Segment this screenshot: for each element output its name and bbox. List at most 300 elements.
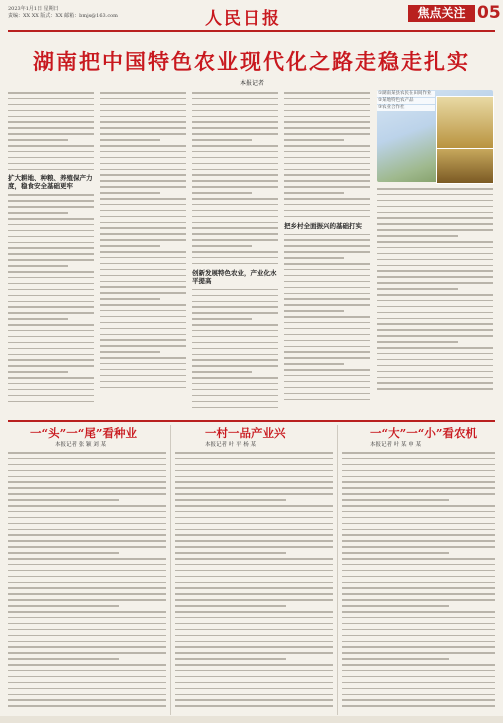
text-line: [175, 576, 333, 578]
text-line: [377, 329, 493, 331]
text-line: [175, 641, 333, 643]
text-line: [8, 611, 166, 613]
text-line: [377, 300, 493, 302]
text-line: [8, 593, 166, 595]
text-line: [377, 282, 493, 284]
text-line: [342, 464, 495, 466]
text-line: [377, 200, 493, 202]
text-line: [8, 493, 166, 495]
text-line: [342, 452, 495, 454]
text-line: [100, 387, 186, 389]
text-line: [8, 682, 166, 684]
text-line: [192, 336, 278, 338]
text-line: [100, 210, 186, 212]
text-line: [377, 335, 493, 337]
masthead-logo: 人民日报: [205, 9, 281, 29]
text-line: [284, 322, 370, 324]
text-line: [192, 318, 252, 320]
text-line: [192, 324, 278, 326]
text-line: [100, 157, 186, 159]
text-line: [284, 186, 370, 188]
text-line: [192, 289, 278, 291]
photo-caption: ①湖南某县农民在田间作业: [377, 91, 435, 97]
text-line: [192, 377, 278, 379]
main-headline: 湖南把中国特色农业现代化之路走稳走扎实: [33, 49, 470, 74]
story-author-village: 本报记者 叶 平 杨 某: [205, 442, 256, 448]
text-line: [284, 387, 370, 389]
text-line: [8, 336, 94, 338]
text-line: [377, 312, 493, 314]
text-line: [377, 223, 493, 225]
text-line: [100, 328, 186, 330]
text-line: [342, 523, 495, 525]
text-line: [284, 399, 370, 401]
text-line: [342, 529, 495, 531]
text-line: [377, 388, 493, 390]
photo-caption: ③农业合作社: [377, 105, 435, 111]
text-line: [377, 235, 458, 237]
text-line: [8, 458, 166, 460]
text-line: [8, 705, 166, 707]
text-line: [377, 365, 493, 367]
text-line: [100, 186, 186, 188]
text-line: [8, 629, 166, 631]
text-line: [342, 493, 495, 495]
text-line: [342, 540, 495, 542]
text-line: [8, 365, 94, 367]
text-line: [284, 269, 370, 271]
text-line: [342, 635, 495, 637]
text-line: [8, 169, 94, 171]
text-line: [8, 517, 166, 519]
text-line: [377, 359, 493, 361]
text-line: [8, 295, 94, 297]
text-line: [377, 377, 493, 379]
text-line: [8, 92, 94, 94]
text-line: [175, 593, 333, 595]
text-line: [377, 276, 493, 278]
text-line: [284, 375, 370, 377]
text-line: [342, 458, 495, 460]
text-line: [377, 371, 493, 373]
text-line: [175, 517, 333, 519]
text-line: [8, 133, 94, 135]
article-column-1: [8, 92, 94, 407]
text-line: [377, 188, 493, 190]
text-line: [192, 263, 278, 265]
text-line: [100, 192, 160, 194]
text-line: [192, 104, 278, 106]
text-line: [100, 110, 186, 112]
text-line: [377, 318, 493, 320]
text-line: [284, 145, 370, 147]
text-line: [342, 599, 495, 601]
text-line: [175, 664, 333, 666]
text-line: [284, 98, 370, 100]
text-line: [377, 241, 493, 243]
text-line: [175, 688, 333, 690]
text-line: [342, 664, 495, 666]
text-line: [342, 564, 495, 566]
text-line: [284, 110, 370, 112]
text-line: [8, 570, 166, 572]
issue-meta: [8, 6, 118, 20]
section-divider: [8, 420, 495, 422]
text-line: [100, 357, 186, 359]
text-line: [8, 587, 166, 589]
text-line: [175, 670, 333, 672]
article-column-3: [192, 92, 278, 412]
text-line: [100, 275, 186, 277]
text-line: [284, 139, 344, 141]
text-line: [8, 139, 68, 141]
text-line: [284, 263, 370, 265]
text-line: [284, 169, 370, 171]
text-line: [100, 104, 186, 106]
text-line: [284, 393, 370, 395]
text-line: [175, 540, 333, 542]
text-line: [8, 511, 166, 513]
text-line: [8, 318, 68, 320]
text-line: [175, 529, 333, 531]
text-line: [342, 558, 495, 560]
text-line: [100, 121, 186, 123]
text-line: [175, 629, 333, 631]
text-line: [175, 505, 333, 507]
text-line: [8, 242, 94, 244]
text-line: [284, 275, 370, 277]
text-line: [377, 265, 493, 267]
text-line: [192, 216, 278, 218]
text-line: [342, 652, 495, 654]
text-line: [377, 229, 493, 231]
text-line: [284, 192, 344, 194]
text-line: [342, 676, 495, 678]
text-line: [8, 151, 94, 153]
text-line: [100, 310, 186, 312]
text-line: [8, 259, 94, 261]
text-line: [284, 369, 370, 371]
text-line: [192, 239, 278, 241]
text-line: [100, 363, 186, 365]
text-line: [8, 558, 166, 560]
text-line: [284, 293, 370, 295]
text-line: [175, 552, 286, 554]
text-line: [342, 534, 495, 536]
text-line: [8, 529, 166, 531]
text-line: [8, 324, 94, 326]
text-line: [8, 194, 94, 196]
text-line: [377, 341, 458, 343]
text-line: [284, 245, 370, 247]
text-line: [192, 233, 278, 235]
text-line: [100, 281, 186, 283]
text-line: [100, 351, 160, 353]
date-line: 2023年1月1日 星期日: [8, 6, 59, 12]
text-line: [192, 163, 278, 165]
text-line: [284, 92, 370, 94]
text-line: [8, 605, 119, 607]
text-line: [192, 198, 278, 200]
text-line: [342, 570, 495, 572]
text-line: [377, 194, 493, 196]
text-line: [192, 169, 278, 171]
text-line: [175, 699, 333, 701]
text-line: [175, 464, 333, 466]
text-line: [100, 345, 186, 347]
text-line: [100, 204, 186, 206]
text-line: [100, 98, 186, 100]
text-line: [284, 351, 370, 353]
story-body-seed: [8, 452, 166, 711]
story-body-machinery: [342, 452, 495, 711]
text-line: [100, 298, 160, 300]
text-line: [8, 505, 166, 507]
text-line: [284, 163, 370, 165]
text-line: [377, 247, 493, 249]
text-line: [8, 145, 94, 147]
text-line: [8, 289, 94, 291]
text-line: [8, 658, 119, 660]
text-line: [377, 259, 493, 261]
text-line: [175, 617, 333, 619]
text-line: [8, 552, 119, 554]
text-line: [175, 481, 333, 483]
text-line: [100, 163, 186, 165]
text-line: [100, 369, 186, 371]
text-line: [377, 270, 493, 272]
text-line: [192, 157, 278, 159]
text-line: [8, 652, 166, 654]
text-line: [284, 204, 370, 206]
page-footer: [0, 716, 503, 723]
text-line: [100, 257, 186, 259]
text-line: [284, 157, 370, 159]
story-title-machinery: 一“大”一“小”看农机: [370, 426, 477, 440]
text-line: [192, 227, 278, 229]
text-line: [284, 174, 370, 176]
text-line: [284, 310, 344, 312]
text-line: [342, 699, 495, 701]
text-line: [175, 534, 333, 536]
text-line: [192, 371, 252, 373]
text-line: [100, 169, 186, 171]
text-line: [8, 389, 94, 391]
text-line: [100, 292, 186, 294]
text-line: [175, 646, 333, 648]
text-line: [377, 294, 493, 296]
text-line: [175, 476, 333, 478]
text-line: [284, 180, 370, 182]
text-line: [377, 353, 493, 355]
text-line: [192, 342, 278, 344]
text-line: [192, 295, 278, 297]
text-line: [8, 546, 166, 548]
text-line: [342, 670, 495, 672]
text-line: [8, 623, 166, 625]
text-line: [100, 316, 186, 318]
column-rule: [170, 425, 171, 715]
text-line: [8, 312, 94, 314]
text-line: [192, 139, 252, 141]
text-line: [342, 511, 495, 513]
text-line: [342, 646, 495, 648]
text-line: [342, 611, 495, 613]
text-line: [8, 523, 166, 525]
text-line: [377, 347, 493, 349]
text-line: [100, 227, 186, 229]
text-line: [342, 694, 495, 696]
text-line: [284, 251, 370, 253]
text-line: [8, 218, 94, 220]
text-line: [284, 281, 370, 283]
text-line: [284, 357, 370, 359]
column-rule: [337, 425, 338, 715]
text-line: [8, 676, 166, 678]
text-line: [284, 198, 370, 200]
text-line: [377, 253, 493, 255]
text-line: [8, 116, 94, 118]
article-subheading: 扩大耕地、种粮、养殖保产力度，稳食安全基础更牢: [8, 174, 93, 191]
text-line: [342, 487, 495, 489]
article-subheading: 创新发展特色农业，产业化水平提高: [192, 268, 277, 285]
text-line: [8, 277, 94, 279]
text-line: [377, 382, 493, 384]
text-line: [100, 263, 186, 265]
text-line: [8, 224, 94, 226]
text-line: [192, 204, 278, 206]
text-line: [192, 330, 278, 332]
text-line: [100, 151, 186, 153]
text-line: [175, 452, 333, 454]
text-line: [342, 552, 449, 554]
text-line: [284, 328, 370, 330]
text-line: [175, 546, 333, 548]
text-line: [8, 157, 94, 159]
text-line: [192, 98, 278, 100]
text-line: [175, 587, 333, 589]
article-column-2: [100, 92, 186, 392]
text-line: [175, 458, 333, 460]
text-line: [342, 499, 449, 501]
text-line: [284, 381, 370, 383]
text-line: [8, 646, 166, 648]
text-line: [100, 251, 186, 253]
text-line: [100, 375, 186, 377]
text-line: [192, 210, 278, 212]
text-line: [8, 481, 166, 483]
text-line: [192, 116, 278, 118]
text-line: [175, 564, 333, 566]
text-line: [342, 629, 495, 631]
text-line: [8, 452, 166, 454]
story-author-seed: 本报记者 张 颖 刘 某: [55, 442, 106, 448]
text-line: [8, 664, 166, 666]
text-line: [284, 346, 370, 348]
text-line: [8, 306, 94, 308]
text-line: [342, 605, 449, 607]
text-line: [8, 247, 94, 249]
text-line: [175, 511, 333, 513]
text-line: [192, 301, 278, 303]
editor-line: 责编：XX XX 版式：XX 邮箱：bmjs@163.com: [8, 13, 118, 19]
text-line: [100, 269, 186, 271]
text-line: [192, 174, 278, 176]
text-line: [100, 245, 160, 247]
text-line: [8, 635, 166, 637]
text-line: [8, 699, 166, 701]
text-line: [284, 151, 370, 153]
text-line: [8, 617, 166, 619]
text-line: [100, 304, 186, 306]
text-line: [192, 151, 278, 153]
text-line: [192, 306, 278, 308]
text-line: [192, 257, 278, 259]
text-line: [8, 487, 166, 489]
text-line: [284, 104, 370, 106]
text-line: [100, 198, 186, 200]
text-line: [8, 127, 94, 129]
story-title-village: 一村一品产业兴: [205, 426, 286, 440]
text-line: [100, 127, 186, 129]
text-line: [8, 688, 166, 690]
text-line: [284, 257, 344, 259]
text-line: [175, 582, 333, 584]
text-line: [8, 301, 94, 303]
text-line: [8, 206, 94, 208]
text-line: [100, 133, 186, 135]
text-line: [284, 287, 370, 289]
text-line: [284, 216, 370, 218]
text-line: [100, 239, 186, 241]
text-line: [8, 499, 119, 501]
text-line: [100, 116, 186, 118]
text-line: [100, 174, 186, 176]
text-line: [284, 316, 370, 318]
text-line: [284, 133, 370, 135]
text-line: [175, 570, 333, 572]
text-line: [284, 304, 370, 306]
text-line: [100, 381, 186, 383]
text-line: [175, 611, 333, 613]
text-line: [100, 339, 186, 341]
text-line: [192, 365, 278, 367]
text-line: [377, 288, 458, 290]
text-line: [8, 464, 166, 466]
text-line: [342, 470, 495, 472]
text-line: [342, 481, 495, 483]
text-line: [342, 593, 495, 595]
section-label: 焦点关注: [408, 5, 475, 22]
text-line: [342, 517, 495, 519]
text-line: [8, 534, 166, 536]
text-line: [100, 139, 160, 141]
text-line: [175, 599, 333, 601]
text-line: [100, 286, 186, 288]
text-line: [175, 470, 333, 472]
text-line: [342, 641, 495, 643]
text-line: [377, 323, 493, 325]
text-line: [8, 330, 94, 332]
text-line: [8, 540, 166, 542]
text-line: [100, 92, 186, 94]
story-body-village: [175, 452, 333, 711]
text-line: [284, 239, 370, 241]
text-line: [8, 283, 94, 285]
text-line: [8, 359, 94, 361]
text-line: [175, 652, 333, 654]
text-line: [8, 641, 166, 643]
